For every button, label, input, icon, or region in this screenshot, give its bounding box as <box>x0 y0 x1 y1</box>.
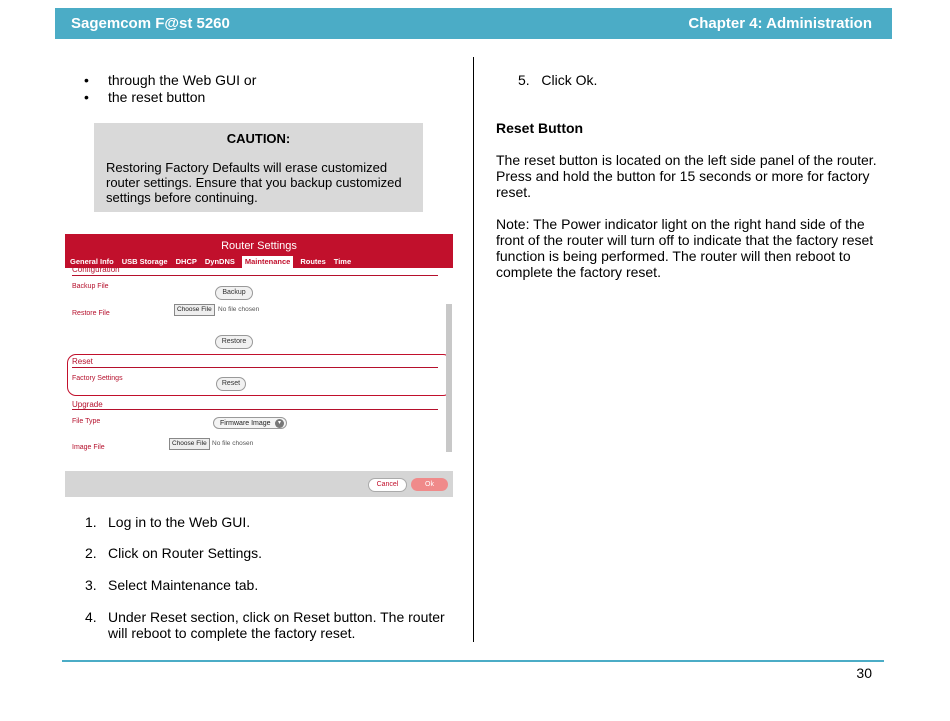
caution-box <box>94 123 423 212</box>
tab-dhcp[interactable]: DHCP <box>175 257 197 266</box>
bullet-item <box>84 72 256 89</box>
caution-title: CAUTION: <box>226 131 291 146</box>
file-type-label: File Type <box>72 418 101 425</box>
header-product-title: Sagemcom F@st 5260 <box>71 15 230 32</box>
reset-highlight-box <box>67 354 452 396</box>
backup-button[interactable]: Backup <box>215 286 253 300</box>
restore-no-file-text: No file chosen <box>218 306 260 313</box>
page-header <box>55 8 892 39</box>
file-type-value: Firmware Image <box>220 420 271 427</box>
image-file-label: Image File <box>72 444 105 451</box>
bullet-item <box>84 89 256 106</box>
tab-dyndns[interactable]: DynDNS <box>204 257 235 266</box>
step-number: 3. <box>85 577 97 593</box>
section-divider <box>72 409 438 410</box>
router-settings-title: Router Settings <box>221 240 297 252</box>
header-chapter-title: Chapter 4: Administration <box>688 15 872 32</box>
step-item <box>518 72 597 88</box>
section-divider <box>72 275 438 276</box>
page-number: 30 <box>856 665 872 681</box>
step-number: 2. <box>85 545 97 561</box>
image-no-file-text: No file chosen <box>212 440 254 447</box>
footer-rule <box>62 660 884 662</box>
factory-settings-label: Factory Settings <box>72 375 123 382</box>
tab-time[interactable]: Time <box>333 257 352 266</box>
backup-file-label: Backup File <box>72 283 109 290</box>
restore-button[interactable]: Restore <box>215 335 253 349</box>
caution-body: Restoring Factory Defaults will erase customized router settings. Ensure that you backup customized settings before continuing. <box>106 160 402 205</box>
step-text: Select Maintenance tab. <box>108 577 259 593</box>
section-heading-configuration: Configuration <box>72 265 120 274</box>
bullet-dot-icon: • <box>84 89 89 105</box>
reset-button-paragraph: The reset button is located on the left side panel of the router. Press and hold the button for 15 seconds or more for factory reset. <box>496 152 877 200</box>
step-text: Under Reset section, click on Reset button. The router will reboot to complete the factory reset. <box>108 609 445 641</box>
bullet-dot-icon: • <box>84 72 89 88</box>
restore-file-label: Restore File <box>72 310 110 317</box>
reset-button-heading: Reset Button <box>496 120 584 136</box>
step-number: 5. <box>518 72 530 88</box>
cancel-button[interactable]: Cancel <box>368 478 407 492</box>
tab-usb-storage[interactable]: USB Storage <box>121 257 168 266</box>
tab-general-info[interactable]: General Info <box>70 257 114 266</box>
step-number: 1. <box>85 514 97 530</box>
chevron-down-icon: ▾ <box>275 419 284 428</box>
scrollbar[interactable] <box>446 304 452 452</box>
column-divider <box>473 57 474 642</box>
bullet-text: through the Web GUI or <box>108 72 257 88</box>
power-indicator-note: Note: The Power indicator light on the right hand side of the front of the router will turn off to indicate that the factory reset function is being performed. The router will then reboot to complete the factory reset. <box>496 216 874 280</box>
step-text: Click on Router Settings. <box>108 545 263 561</box>
reset-button[interactable]: Reset <box>216 377 246 391</box>
step-text: Click Ok. <box>541 72 598 88</box>
section-divider <box>72 367 438 368</box>
step-number: 4. <box>85 609 97 625</box>
bullet-list <box>84 72 256 106</box>
tab-maintenance[interactable]: Maintenance <box>242 256 293 268</box>
ok-button[interactable]: Ok <box>411 478 448 491</box>
router-settings-screenshot <box>65 234 453 497</box>
image-choose-file-button[interactable]: Choose File <box>169 438 210 450</box>
bullet-text: the reset button <box>108 89 206 105</box>
step-text: Log in to the Web GUI. <box>108 514 251 530</box>
section-heading-reset: Reset <box>72 357 93 366</box>
section-heading-upgrade: Upgrade <box>72 400 103 409</box>
file-type-select[interactable] <box>213 417 287 429</box>
tab-routes[interactable]: Routes <box>300 257 326 266</box>
restore-choose-file-button[interactable]: Choose File <box>174 304 215 316</box>
